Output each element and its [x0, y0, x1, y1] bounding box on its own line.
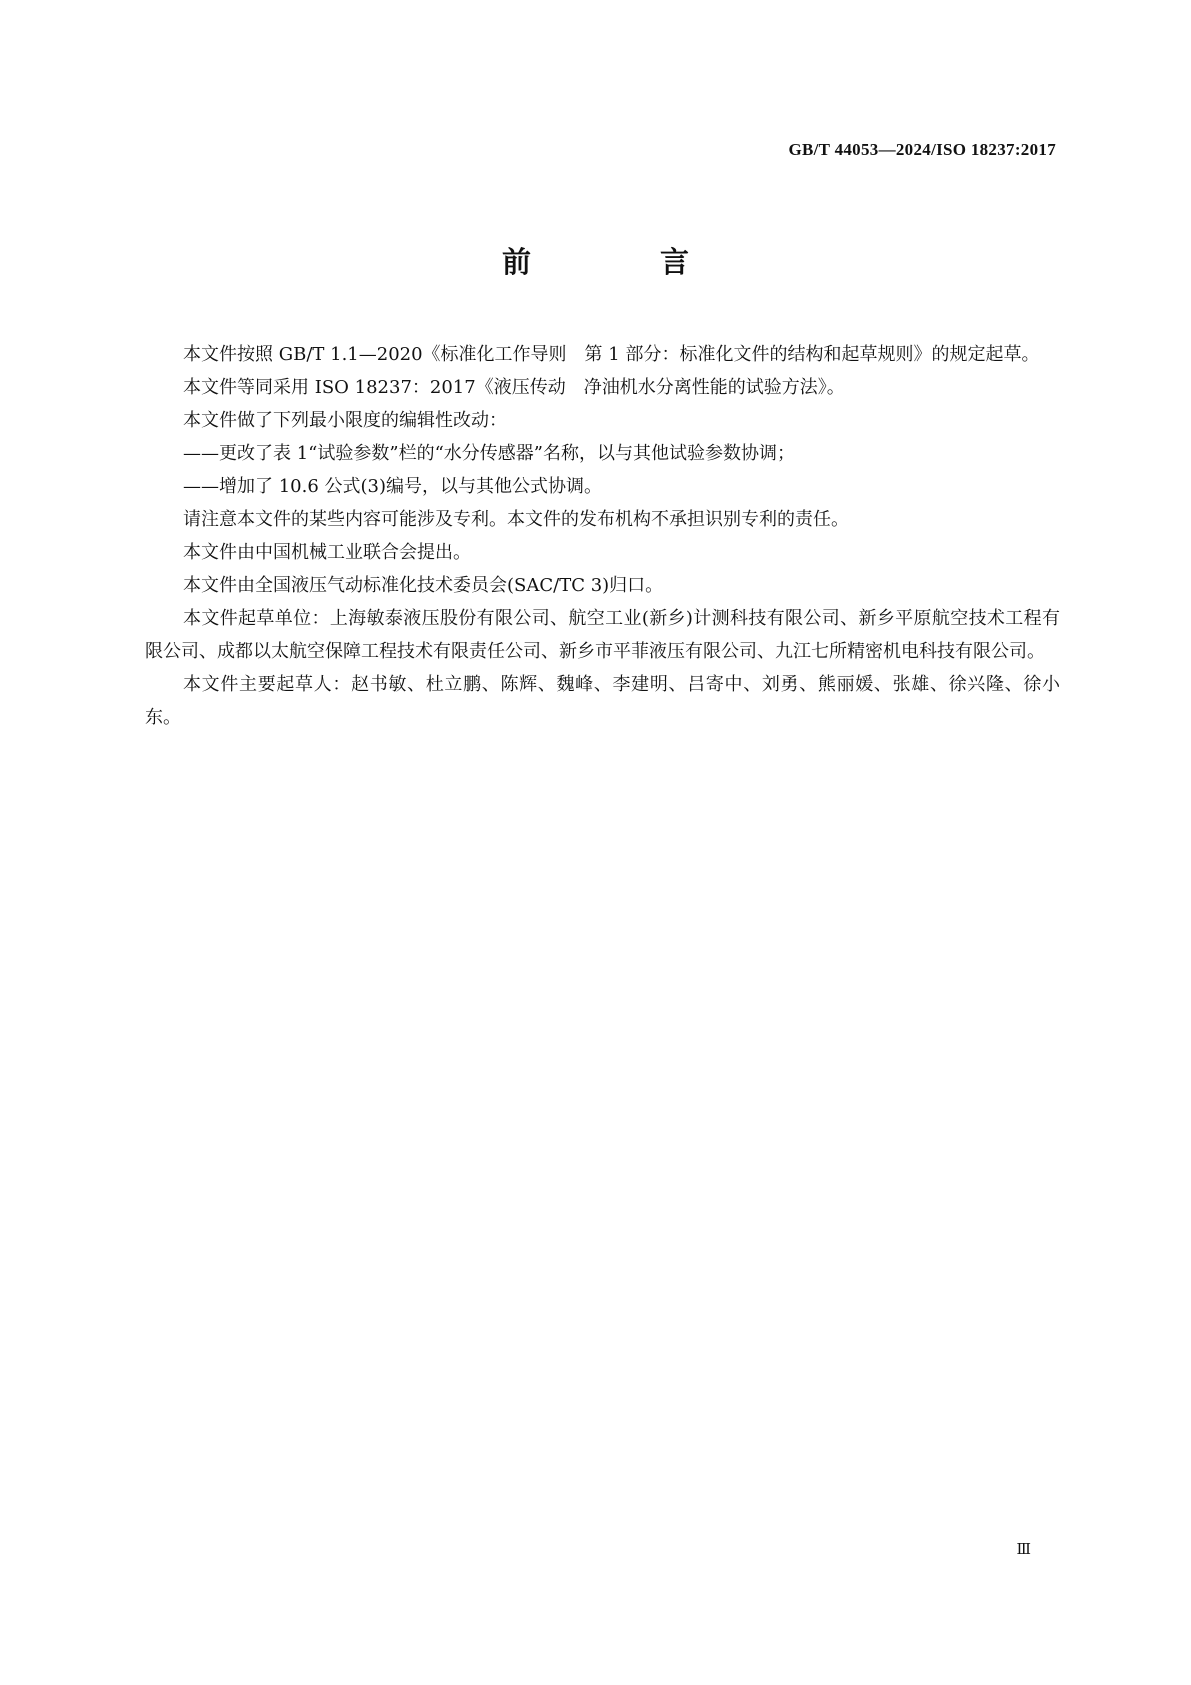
- paragraph-drafting-rules: 本文件按照 GB/T 1.1—2020《标准化工作导则 第 1 部分：标准化文件的结构和起草规则》的规定起草。: [183, 344, 1040, 365]
- paragraph-drafting-organizations: 本文件起草单位：上海敏泰液压股份有限公司、航空工业(新乡)计测科技有限公司、新乡平原航空技术工程有限公司、成都以太航空保障工程技术有限责任公司、新乡市平菲液压有限公司、九江七所精密机电科技有限公司。: [145, 608, 1060, 662]
- foreword-body: [145, 338, 1060, 734]
- paragraph-drafters: 本文件主要起草人：赵书敏、杜立鹏、陈辉、魏峰、李建明、吕寄中、刘勇、熊丽媛、张雄、徐兴隆、徐小东。: [145, 674, 1060, 728]
- list-item-change-formula: ——增加了 10.6 公式(3)编号，以与其他公式协调。: [183, 476, 603, 497]
- paragraph-patent-notice: 请注意本文件的某些内容可能涉及专利。本文件的发布机构不承担识别专利的责任。: [183, 509, 849, 530]
- paragraph-responsible-committee: 本文件由全国液压气动标准化技术委员会(SAC/TC 3)归口。: [183, 575, 664, 596]
- standard-code: GB/T 44053—2024/ISO 18237:2017: [788, 140, 1056, 159]
- list-item-change-table: ——更改了表 1“试验参数”栏的“水分传感器”名称，以与其他试验参数协调；: [183, 443, 795, 464]
- page-number: Ⅲ: [1016, 1542, 1031, 1558]
- paragraph-adoption: 本文件等同采用 ISO 18237：2017《液压传动 净油机水分离性能的试验方法》。: [183, 377, 845, 398]
- paragraph-proposed-by: 本文件由中国机械工业联合会提出。: [183, 542, 471, 563]
- paragraph-editorial-changes: 本文件做了下列最小限度的编辑性改动：: [183, 410, 507, 431]
- page-title: 前 言: [501, 245, 739, 279]
